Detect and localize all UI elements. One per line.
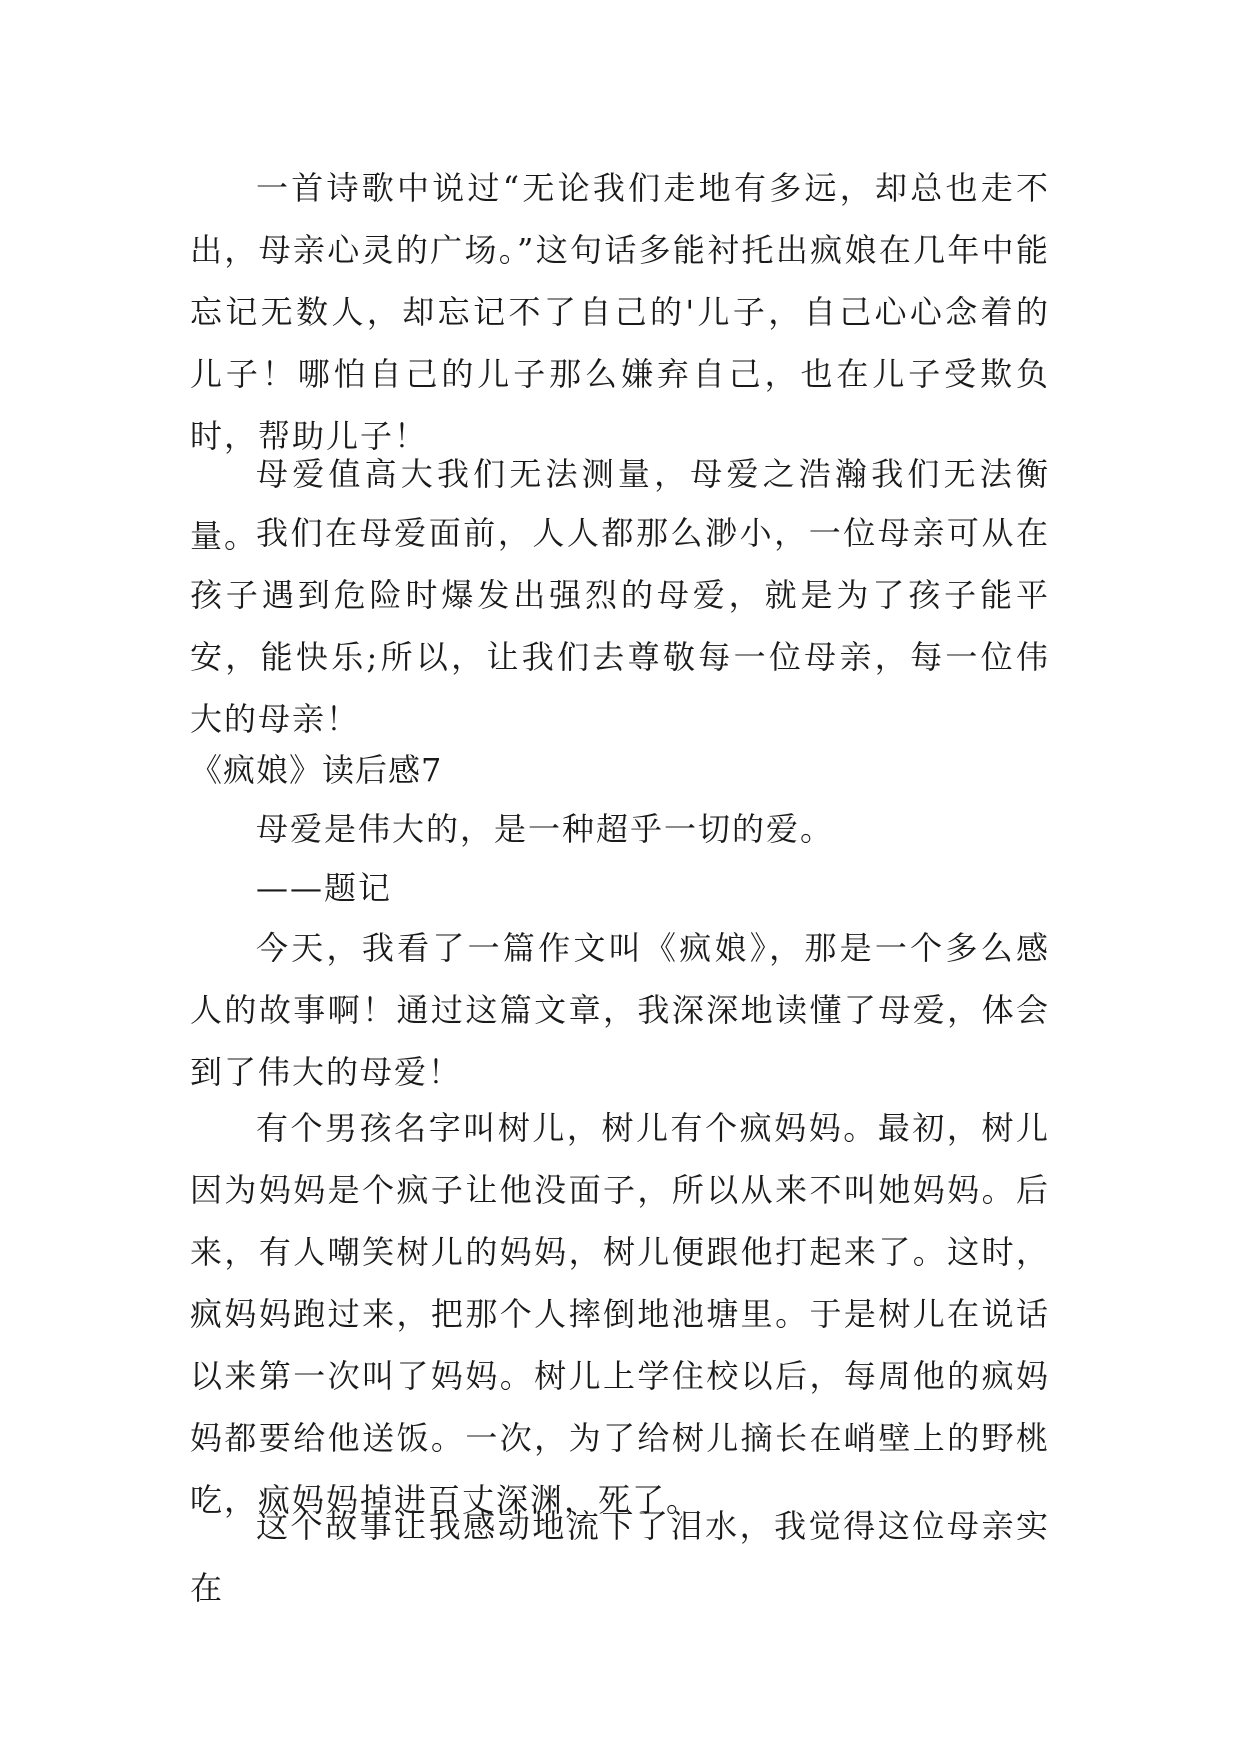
paragraph: 一首诗歌中说过“无论我们走地有多远，却总也走不出，母亲心灵的广场。”这句话多能衬托出疯娘在几年中能忘记无数人，却忘记不了自己的'儿子，自己心心念着的儿子！哪怕自己的儿子那么嫌弃自己，也在儿子受欺负时，帮助儿子！ [190,169,1050,455]
paragraph: 母爱值高大我们无法测量，母爱之浩瀚我们无法衡量。 [190,455,1050,555]
paragraph: 母爱是伟大的，是一种超乎一切的爱。 [256,810,835,848]
section-title: 《疯娘》读后感7 [190,751,443,789]
paragraph: 今天，我看了一篇作文叫《疯娘》，那是一个多么感人的故事啊！通过这篇文章，我深深地读懂了母爱，体会到了伟大的母爱！ [190,929,1050,1091]
paragraph: 这个故事让我感动地流下了泪水，我觉得这位母亲实在 [190,1507,1050,1607]
epigraph-note: ——题记 [256,869,393,907]
paragraph: 我们在母爱面前，人人都那么渺小，一位母亲可从在孩子遇到危险时爆发出强烈的母爱，就是为了孩子能平安，能快乐;所以，让我们去尊敬每一位母亲，每一位伟大的母亲！ [190,514,1050,738]
paragraph: 有个男孩名字叫树儿，树儿有个疯妈妈。最初，树儿因为妈妈是个疯子让他没面子，所以从来不叫她妈妈。后来，有人嘲笑树儿的妈妈，树儿便跟他打起来了。这时，疯妈妈跑过来，把那个人摔倒地池塘里。于是树儿在说话以来第一次叫了妈妈。树儿上学住校以后，每周他的疯妈妈都要给他送饭。一次，为了给树儿摘长在峭壁上的野桃吃，疯妈妈掉进百丈深渊，死了。 [190,1109,1050,1519]
